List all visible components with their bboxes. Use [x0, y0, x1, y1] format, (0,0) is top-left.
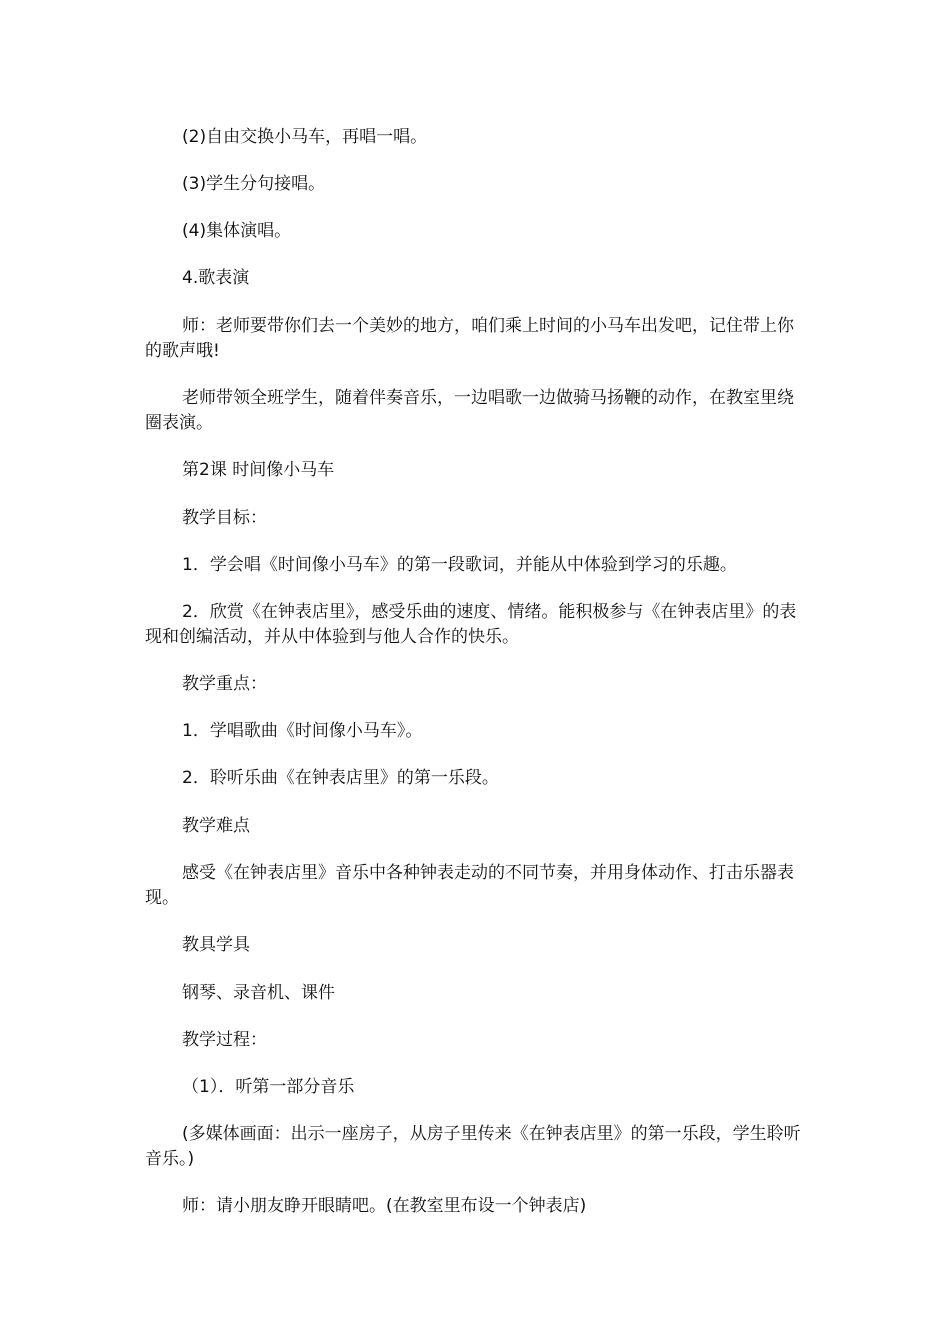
paragraph-4: 4.歌表演: [182, 268, 250, 288]
paragraph-19: （1）．听第一部分音乐: [182, 1077, 355, 1097]
paragraph-9: 1．学会唱《时间像小马车》的第一段歌词，并能从中体验到学习的乐趣。: [182, 555, 737, 575]
paragraph-5: 师：老师要带你们去一个美妙的地方，咱们乘上时间的小马车出发吧，记住带上你的歌声哦!: [145, 316, 794, 361]
paragraph-8: 教学目标：: [182, 508, 267, 528]
paragraph-6: 老师带领全班学生，随着伴奏音乐，一边唱歌一边做骑马扬鞭的动作，在教室里绕圈表演。: [145, 388, 794, 433]
paragraph-20: (多媒体画面：出示一座房子，从房子里传来《在钟表店里》的第一乐段，学生聆听音乐。): [145, 1124, 801, 1169]
paragraph-21: 师：请小朋友睁开眼睛吧。(在教室里布设一个钟表店): [182, 1196, 587, 1216]
paragraph-1: (2)自由交换小马车，再唱一唱。: [182, 127, 428, 147]
lesson-title: 第2课 时间像小马车: [182, 460, 335, 480]
paragraph-15: 感受《在钟表店里》音乐中各种钟表走动的不同节奏，并用身体动作、打击乐器表现。: [145, 863, 794, 908]
paragraph-17: 钢琴、录音机、课件: [182, 983, 335, 1003]
paragraph-16: 教具学具: [182, 935, 250, 955]
paragraph-10: 2．欣赏《在钟表店里》，感受乐曲的速度、情绪。能积极参与《在钟表店里》的表现和创编活动，并从中体验到与他人合作的快乐。: [145, 602, 797, 647]
paragraph-12: 1．学唱歌曲《时间像小马车》。: [182, 721, 423, 741]
paragraph-13: 2．聆听乐曲《在钟表店里》的第一乐段。: [182, 768, 499, 788]
paragraph-3: (4)集体演唱。: [182, 221, 292, 241]
paragraph-14: 教学难点: [182, 816, 250, 836]
document-page: [145, 0, 810, 1344]
paragraph-2: (3)学生分句接唱。: [182, 174, 326, 194]
paragraph-11: 教学重点：: [182, 674, 267, 694]
paragraph-18: 教学过程：: [182, 1030, 267, 1050]
